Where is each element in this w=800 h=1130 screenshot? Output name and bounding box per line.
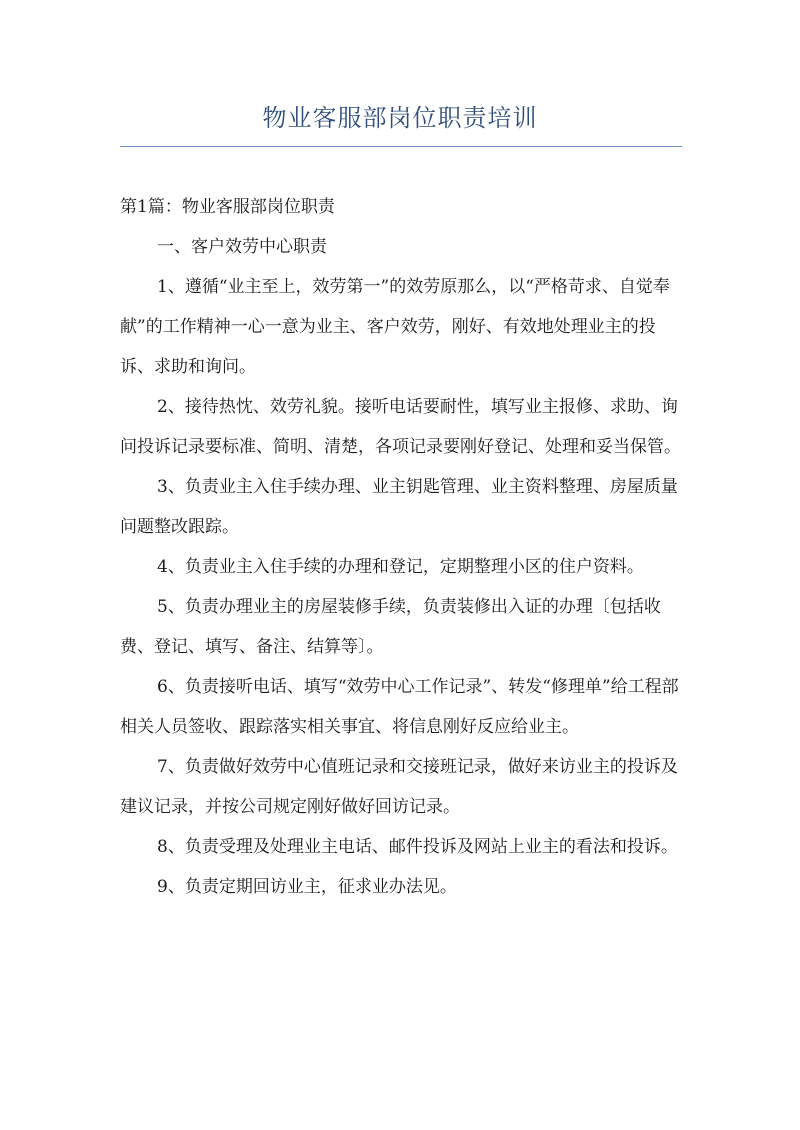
- duty-item: 5、负责办理业主的房屋装修手续，负责装修出入证的办理〔包括收费、登记、填写、备注、结算等〕。: [120, 597, 661, 657]
- document-title: 物业客服部岗位职责培训: [262, 104, 538, 132]
- duty-item: 2、接待热忱、效劳礼貌。接听电话要耐性，填写业主报修、求助、询问投诉记录要标准、简明、清楚，各项记录要刚好登记、处理和妥当保管。: [120, 397, 681, 457]
- duty-item: 6、负责接听电话、填写“效劳中心工作记录”、转发“修理单”给工程部相关人员签收、跟踪落实相关事宜、将信息刚好反应给业主。: [120, 677, 679, 737]
- duty-item: 7、负责做好效劳中心值班记录和交接班记录，做好来访业主的投诉及建议记录，并按公司规定刚好做好回访记录。: [120, 757, 678, 817]
- duty-item: 9、负责定期回访业主，征求业办法见。: [157, 877, 457, 897]
- duty-item: 3、负责业主入住手续办理、业主钥匙管理、业主资料整理、房屋质量问题整改跟踪。: [120, 477, 678, 537]
- duty-item: 1、遵循“业主至上，效劳第一”的效劳原那么，以“严格苛求、自觉奉献”的工作精神一心一意为业主、客户效劳，刚好、有效地处理业主的投诉、求助和询问。: [120, 277, 670, 377]
- section-heading: 一、客户效劳中心职责: [157, 237, 327, 257]
- duty-item: 4、负责业主入住手续的办理和登记，定期整理小区的住户资料。: [157, 557, 644, 577]
- document-body: [120, 187, 685, 907]
- duty-item: 8、负责受理及处理业主电话、邮件投诉及网站上业主的看法和投诉。: [157, 837, 678, 857]
- title-underline: [120, 146, 682, 147]
- chapter-heading: 第1篇：物业客服部岗位职责: [120, 197, 335, 217]
